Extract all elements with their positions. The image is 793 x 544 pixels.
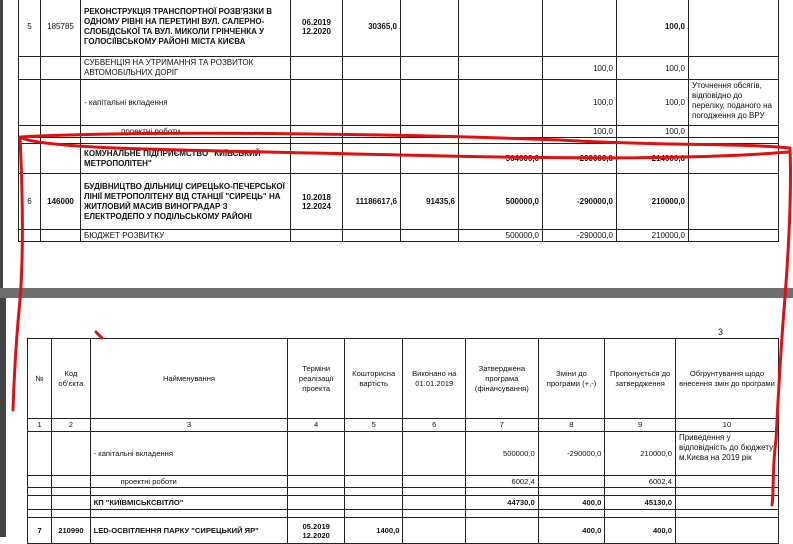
header-justification: Обгрунтування щодо внесення змін до програми bbox=[675, 339, 778, 419]
row-number: 6 bbox=[19, 174, 41, 230]
column-number-row bbox=[28, 419, 779, 432]
capital-investment-label: - капітальні вкладення bbox=[90, 432, 288, 476]
sheet-left-edge bbox=[0, 298, 6, 537]
col-number: 2 bbox=[52, 419, 90, 432]
design-works-proposed: 6002,4 bbox=[605, 476, 676, 488]
capital-changes: -290000,0 bbox=[538, 432, 605, 476]
implementation-term: 10.2018 12.2024 bbox=[291, 174, 343, 230]
changes-value: 400,0 bbox=[538, 518, 605, 544]
object-code: 146000 bbox=[41, 174, 81, 230]
justification-note: Приведення у відповідність до бюджету м.Києва на 2019 рік bbox=[675, 432, 778, 476]
header-proposed: Пропонується до затвердження bbox=[605, 339, 676, 419]
table-row bbox=[19, 57, 779, 80]
changes-value: -290000,0 bbox=[543, 174, 617, 230]
object-name: РЕКОНСТРУКЦІЯ ТРАНСПОРТНОЇ РОЗВ'ЯЗКИ В ОДНОМУ РІВНІ НА ПЕРЕТИНІ ВУЛ. САЛЕРНО-СЛОБІДСЬКОЇ ТА ВУЛ. МИКОЛИ ГРІНЧЕНКА У ГОЛОСІЇВСЬКОМУ РАЙОНІ МІСТА КИЄВА bbox=[81, 0, 291, 57]
estimated-cost: 11186617,6 bbox=[343, 174, 401, 230]
table-header-row bbox=[28, 339, 779, 419]
col-number: 5 bbox=[344, 419, 403, 432]
object-name: LED-ОСВІТЛЕННЯ ПАРКУ "СИРЕЦЬКИЙ ЯР" bbox=[90, 518, 288, 544]
col-number: 9 bbox=[605, 419, 676, 432]
table-row bbox=[19, 80, 779, 126]
kp-kyivmisksvitlo-label: КП "КИЇВМІСЬКСВІТЛО" bbox=[90, 496, 288, 510]
metro-company-label: КОМУНАЛЬНЕ ПІДПРИЄМСТВО "КИЇВСЬКИЙ МЕТРОПОЛІТЕН" bbox=[81, 144, 291, 174]
metro-changes: -290000,0 bbox=[543, 144, 617, 174]
kp-changes: 400,0 bbox=[538, 496, 605, 510]
header-code: Код об'єкта bbox=[52, 339, 90, 419]
capital-proposed: 210000,0 bbox=[605, 432, 676, 476]
table-row bbox=[19, 174, 779, 230]
table-row bbox=[28, 432, 779, 476]
table-row bbox=[28, 496, 779, 510]
budget-approved: 500000,0 bbox=[459, 230, 543, 242]
estimated-cost: 30365,0 bbox=[343, 0, 401, 57]
header-name: Найменування bbox=[90, 339, 288, 419]
col-number: 7 bbox=[466, 419, 539, 432]
header-approved: Затверджена програма (фінансування) bbox=[466, 339, 539, 419]
proposed-value: 400,0 bbox=[605, 518, 676, 544]
design-works-approved: 6002,4 bbox=[466, 476, 539, 488]
design-works-label: проектні роботи bbox=[90, 476, 288, 488]
subvention-label: СУБВЕНЦІЯ НА УТРИМАННЯ ТА РОЗВИТОК АВТОМОБІЛЬНИХ ДОРІГ bbox=[81, 57, 291, 80]
page-number: 3 bbox=[718, 327, 724, 337]
capital-approved: 500000,0 bbox=[466, 432, 539, 476]
subvention-value: 100,0 bbox=[543, 57, 617, 80]
col-number: 1 bbox=[28, 419, 52, 432]
object-name: БУДІВНИЦТВО ДІЛЬНИЦІ СИРЕЦЬКО-ПЕЧЕРСЬКОЇ ЛІНІЇ МЕТРОПОЛІТЕНУ ВІД СТАНЦІЇ "СИРЕЦЬ" НА ЖИТЛОВИЙ МАСИВ ВИНОГРАДАР З ЕЛЕКТРОДЕПО У ПОДІЛЬСЬКОМУ РАЙОНІ bbox=[81, 174, 291, 230]
development-budget-label: БЮДЖЕТ РОЗВИТКУ bbox=[81, 230, 291, 242]
table-row bbox=[28, 518, 779, 544]
design-works-value: 100,0 bbox=[543, 126, 617, 138]
col-number: 4 bbox=[288, 419, 345, 432]
sheet-left-edge bbox=[0, 0, 3, 288]
capital-investment-label: - капітальні вкладення bbox=[81, 80, 291, 126]
col-number: 3 bbox=[90, 419, 288, 432]
header-terms: Терміни реалізації проекта bbox=[288, 339, 345, 419]
implementation-term: 05.2019 12.2020 bbox=[288, 518, 345, 544]
budget-changes: -290000,0 bbox=[543, 230, 617, 242]
page-gap bbox=[0, 288, 793, 298]
table-row bbox=[19, 230, 779, 242]
header-completed: Виконано на 01.01.2019 bbox=[403, 339, 466, 419]
approved-value: 500000,0 bbox=[459, 174, 543, 230]
metro-approved: 504000,0 bbox=[459, 144, 543, 174]
budget-proposed: 210000,0 bbox=[617, 230, 689, 242]
subvention-proposed: 100,0 bbox=[617, 57, 689, 80]
header-number: № bbox=[28, 339, 52, 419]
col-number: 8 bbox=[538, 419, 605, 432]
justification-note: Уточнення обсягів, відповідно до переліку, поданого на погодження до ВРУ bbox=[689, 80, 779, 126]
change-value bbox=[689, 0, 779, 57]
object-code: 185785 bbox=[41, 0, 81, 57]
top-budget-table bbox=[18, 0, 779, 242]
header-changes: Зміни до програми (+,-) bbox=[538, 339, 605, 419]
capital-investment-proposed: 100,0 bbox=[617, 80, 689, 126]
table-row bbox=[19, 144, 779, 174]
proposed-value: 210000,0 bbox=[617, 174, 689, 230]
implementation-term: 06.2019 12.2020 bbox=[291, 0, 343, 57]
proposed-value: 100,0 bbox=[617, 0, 689, 57]
kp-approved: 44730,0 bbox=[466, 496, 539, 510]
kp-proposed: 45130,0 bbox=[605, 496, 676, 510]
table-row bbox=[19, 126, 779, 138]
bottom-budget-table bbox=[27, 338, 779, 544]
estimated-cost: 1400,0 bbox=[344, 518, 403, 544]
col-number: 6 bbox=[403, 419, 466, 432]
completed-value: 91435,6 bbox=[401, 174, 459, 230]
metro-proposed: 214000,0 bbox=[617, 144, 689, 174]
row-number: 7 bbox=[28, 518, 52, 544]
table-row bbox=[28, 476, 779, 488]
row-number: 5 bbox=[19, 0, 41, 57]
design-works-proposed: 100,0 bbox=[617, 126, 689, 138]
col-number: 10 bbox=[675, 419, 778, 432]
header-cost: Кошторисна вартість bbox=[344, 339, 403, 419]
object-code: 210990 bbox=[52, 518, 90, 544]
design-works-label: проектні роботи bbox=[81, 126, 291, 138]
capital-investment-value: 100,0 bbox=[543, 80, 617, 126]
table-row bbox=[19, 0, 779, 57]
